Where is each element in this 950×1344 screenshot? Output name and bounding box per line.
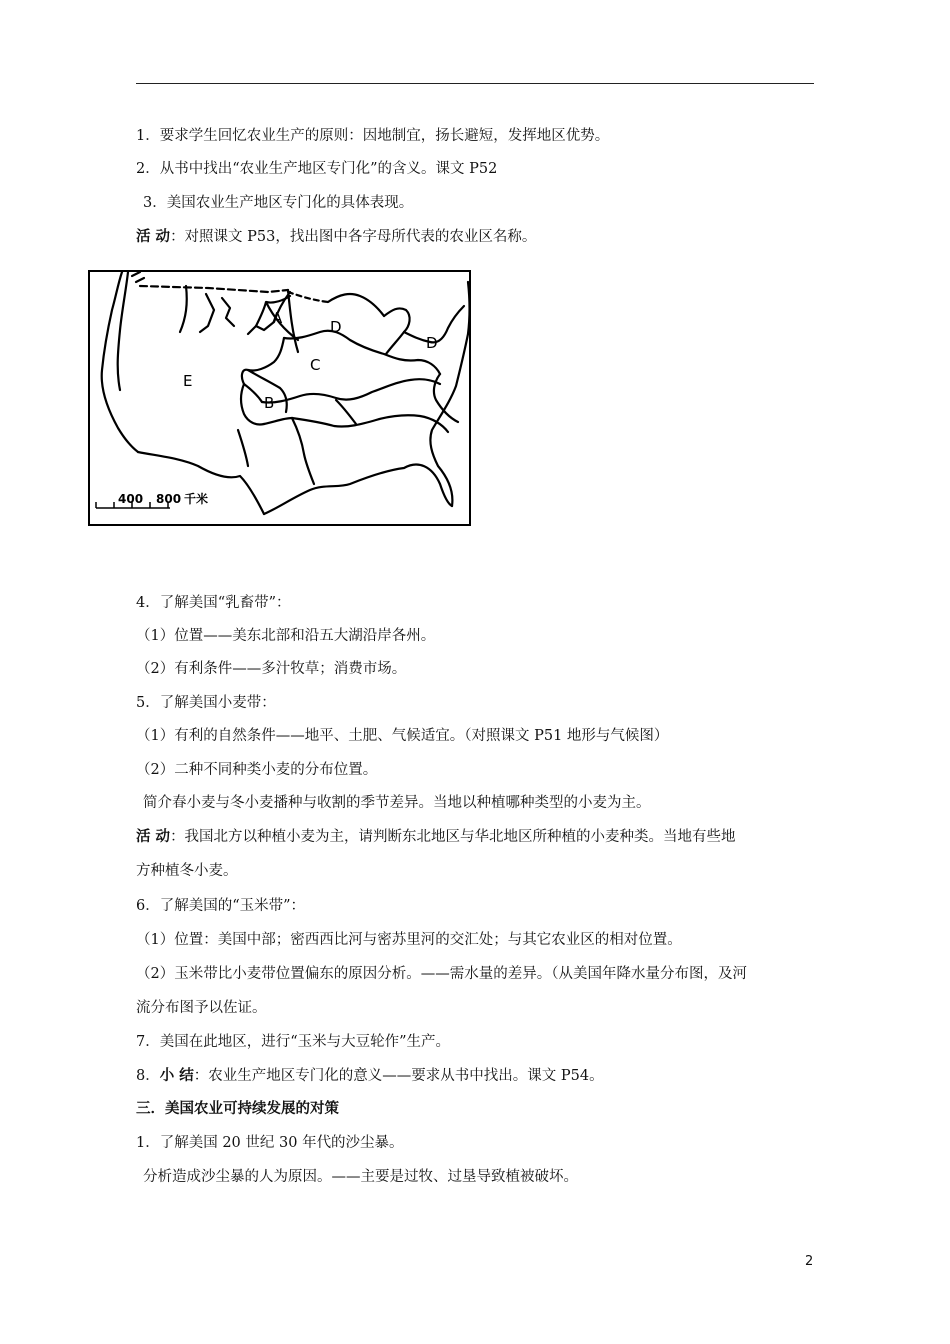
text-line-12: 6．了解美国的“玉米带”：: [136, 898, 306, 914]
activity-text: ：对照课文 P53，找出图中各字母所代表的农业区名称。: [170, 229, 537, 245]
map-label-d-west: D: [330, 318, 342, 336]
us-agriculture-map: [88, 270, 471, 526]
text-line-15: 流分布图予以佐证。: [136, 1000, 267, 1016]
scale-800: 800: [156, 492, 182, 506]
text-line-8: （1）有利的自然条件——地平、土肥、气候适宜。（对照课文 P51 地形与气候图）: [136, 728, 669, 744]
text-line-11: 方种植冬小麦。: [136, 863, 238, 879]
text-line-2: 2．从书中找出“农业生产地区专门化”的含义。课文 P52: [136, 161, 498, 177]
text-line-10: 简介春小麦与冬小麦播种与收割的季节差异。当地以种植哪种类型的小麦为主。: [143, 795, 651, 811]
summary-text: ：农业生产地区专门化的意义——要求从书中找出。课文 P54。: [193, 1068, 604, 1084]
map-label-d-east: D: [426, 334, 438, 352]
text-line-18: 分析造成沙尘暴的人为原因。——主要是过牧、过垦导致植被破坏。: [143, 1169, 578, 1185]
activity-text-2: ：我国北方以种植小麦为主，请判断东北地区与华北地区所种植的小麦种类。当地有些地: [170, 829, 736, 845]
activity-line-2: [136, 827, 736, 847]
page-number: 2: [805, 1254, 814, 1269]
text-line-17: 1．了解美国 20 世纪 30 年代的沙尘暴。: [136, 1135, 404, 1151]
scale-unit: 千米: [184, 492, 209, 506]
map-label-a: A: [272, 309, 283, 327]
text-line-13: （1）位置：美国中部；密西西比河与密苏里河的交汇处；与其它农业区的相对位置。: [136, 932, 682, 948]
summary-label: 小 结: [159, 1067, 194, 1084]
text-line-6: （2）有利条件——多汁牧草；消费市场。: [136, 661, 407, 677]
scale-400: 400: [118, 492, 144, 506]
section-heading-3: 三．美国农业可持续发展的对策: [136, 1100, 339, 1117]
map-label-c: C: [310, 356, 321, 374]
activity-label: 活 动: [136, 228, 171, 245]
map-label-b: B: [264, 394, 275, 412]
text-line-5: （1）位置——美东北部和沿五大湖沿岸各州。: [136, 628, 436, 644]
activity-line-1: [136, 227, 536, 247]
activity-label-2: 活 动: [136, 828, 171, 845]
text-line-1: 1．要求学生回忆农业生产的原则：因地制宜，扬长避短，发挥地区优势。: [136, 128, 610, 144]
text-line-3: 3．美国农业生产地区专门化的具体表现。: [143, 195, 414, 211]
map-label-e: E: [183, 372, 193, 390]
text-line-9: （2）二种不同种类小麦的分布位置。: [136, 762, 378, 778]
header-rule: [136, 83, 814, 84]
text-line-7: 5．了解美国小麦带：: [136, 695, 276, 711]
text-line-14: （2）玉米带比小麦带位置偏东的原因分析。——需水量的差异。（从美国年降水量分布图，及河: [136, 966, 747, 982]
summary-line: [136, 1066, 604, 1086]
summary-prefix: 8．: [136, 1068, 160, 1084]
text-line-4: 4．了解美国“乳畜带”：: [136, 595, 291, 611]
text-line-16: 7．美国在此地区，进行“玉米与大豆轮作”生产。: [136, 1034, 451, 1050]
